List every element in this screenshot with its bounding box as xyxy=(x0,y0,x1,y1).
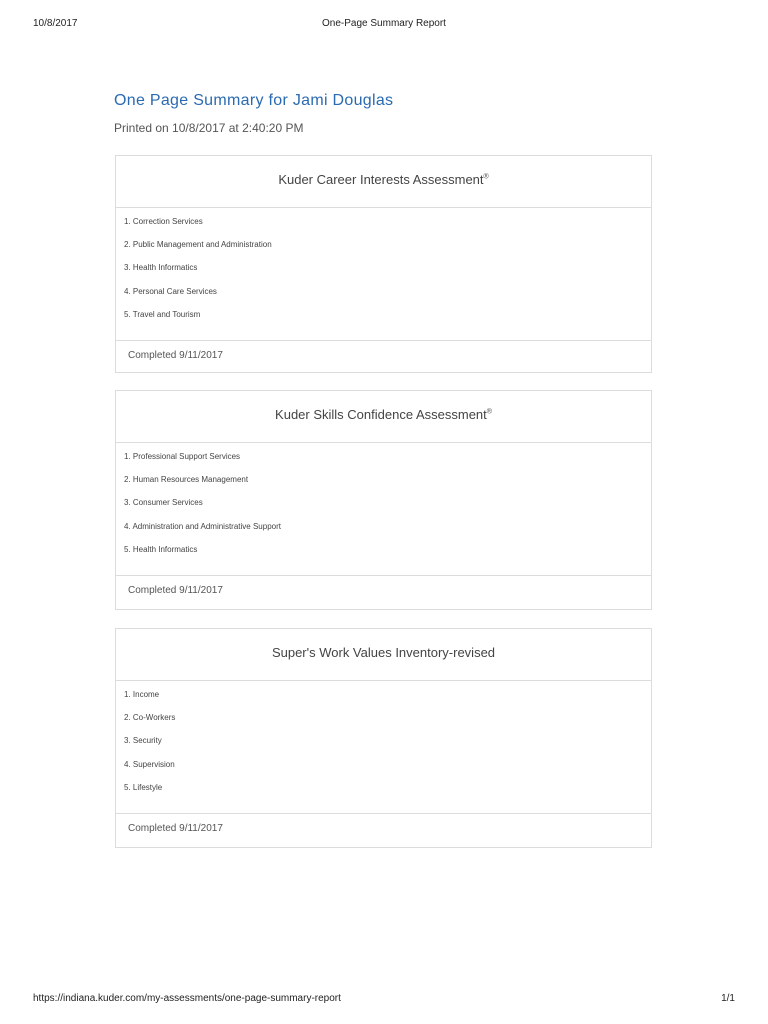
ranked-list xyxy=(124,689,651,805)
list-item: 4. Personal Care Services xyxy=(124,286,217,296)
panel-title: Super's Work Values Inventory-revised xyxy=(271,645,496,660)
panel-body xyxy=(116,681,651,814)
list-item: 3. Health Informatics xyxy=(124,263,198,273)
list-item: 3. Consumer Services xyxy=(124,498,203,508)
completed-date: Completed 9/11/2017 xyxy=(128,585,223,596)
panel-body xyxy=(116,208,651,341)
ranked-list xyxy=(124,451,651,567)
list-item: 5. Health Informatics xyxy=(124,544,198,554)
list-item: 2. Co-Workers xyxy=(124,713,176,723)
list-item: 2. Human Resources Management xyxy=(124,475,249,485)
registered-mark: ® xyxy=(483,173,489,181)
panel-heading xyxy=(116,391,651,443)
list-item: 1. Correction Services xyxy=(124,217,203,226)
work-values-panel xyxy=(115,628,652,848)
list-item: 5. Lifestyle xyxy=(124,782,163,792)
career-interests-panel xyxy=(115,155,652,373)
list-item: 1. Professional Support Services xyxy=(124,452,241,461)
print-header xyxy=(0,18,768,32)
panel-title: Kuder Career Interests Assessment xyxy=(278,172,484,187)
completed-date: Completed 9/11/2017 xyxy=(128,350,223,361)
printed-on-timestamp: Printed on 10/8/2017 at 2:40:20 PM xyxy=(114,121,304,135)
registered-mark: ® xyxy=(486,408,492,416)
panel-heading xyxy=(116,156,651,208)
skills-confidence-panel xyxy=(115,390,652,610)
completed-date: Completed 9/11/2017 xyxy=(128,823,223,834)
panel-title: Kuder Skills Confidence Assessment xyxy=(275,407,487,422)
page-number: 1/1 xyxy=(721,993,735,1004)
print-date: 10/8/2017 xyxy=(33,18,78,29)
list-item: 4. Administration and Administrative Support xyxy=(124,521,281,531)
print-title: One-Page Summary Report xyxy=(322,18,446,29)
list-item: 2. Public Management and Administration xyxy=(124,240,272,250)
page-title: One Page Summary for Jami Douglas xyxy=(114,92,394,109)
ranked-list xyxy=(124,216,651,332)
list-item: 3. Security xyxy=(124,736,162,746)
panel-heading xyxy=(116,629,651,681)
panel-body xyxy=(116,443,651,576)
list-item: 5. Travel and Tourism xyxy=(124,309,201,319)
list-item: 1. Income xyxy=(124,690,160,699)
list-item: 4. Supervision xyxy=(124,759,175,769)
page-url: https://indiana.kuder.com/my-assessments/one-page-summary-report xyxy=(33,993,341,1004)
